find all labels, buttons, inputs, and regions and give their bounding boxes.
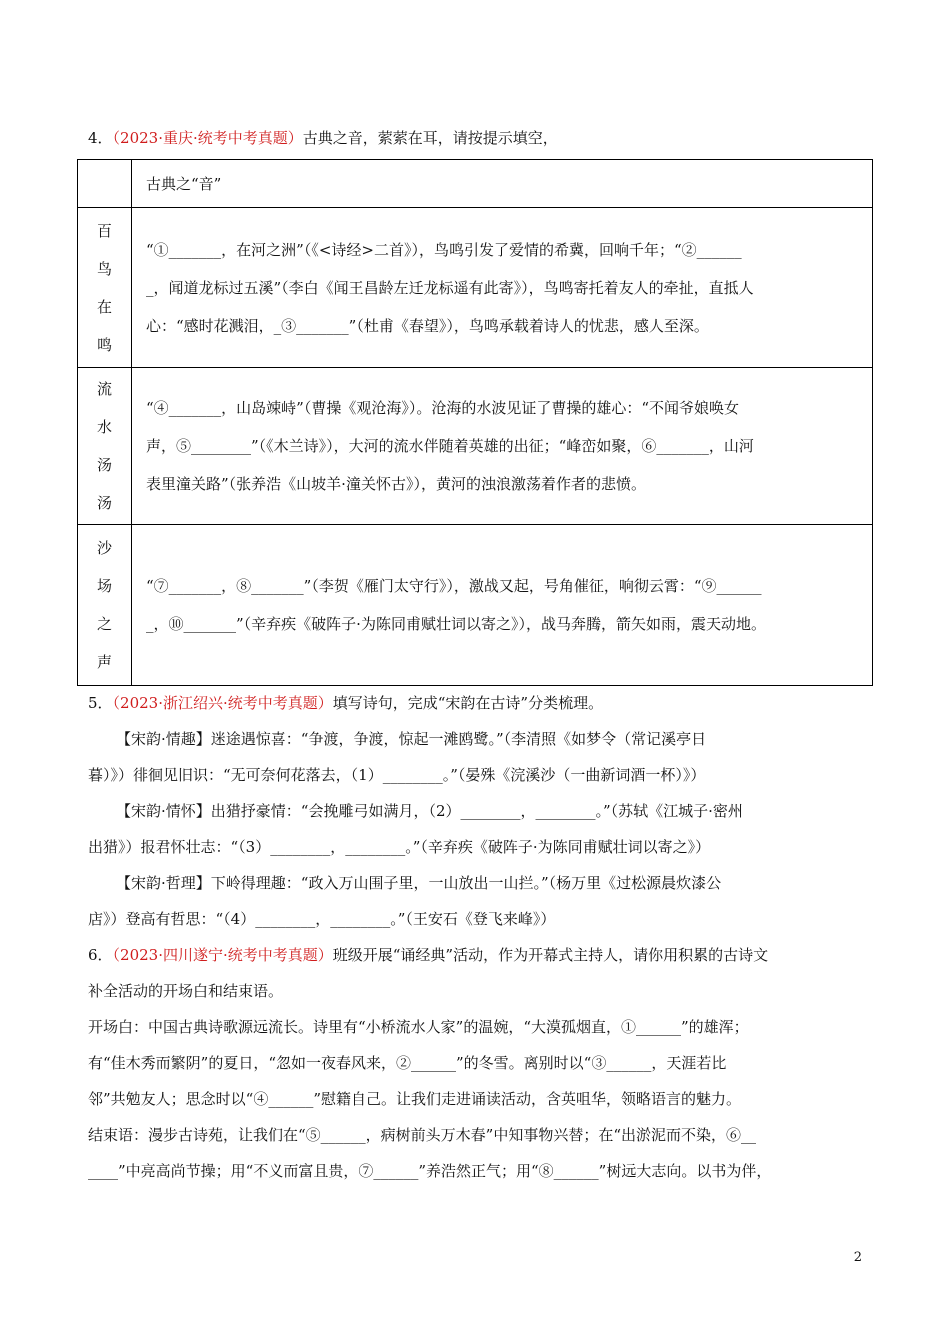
q5-line: 店》）登高有哲思：“（4）________，________。”（王安石《登飞来峰》） <box>88 910 556 928</box>
q4-prompt: 古典之音，萦萦在耳，请按提示填空， <box>302 129 558 147</box>
q6-line: 开场白：中国古典诗歌源远流长。诗里有“小桥流水人家”的温婉，“大漠孤烟直，①______”的雄浑； <box>88 1018 749 1036</box>
q6-heading <box>88 945 768 965</box>
q4-row-birds <box>78 208 873 368</box>
q5-line: 【宋韵·情怀】出猎抒豪情：“会挽雕弓如满月，（2）________，________。”（苏轼《江城子·密州 <box>116 802 743 820</box>
side-char: 场 <box>96 577 112 595</box>
q5-line: 【宋韵·哲理】下岭得理趣：“政入万山围子里，一山放出一山拦。”（杨万里《过松源晨炊漆公 <box>116 874 722 892</box>
q4-row-battle-content <box>132 525 873 686</box>
q4-row-birds-content <box>132 208 873 368</box>
q4-row-battle <box>78 525 873 686</box>
q4-heading <box>88 128 558 148</box>
q4-row-water-line: “④_______，山岛竦峙”（曹操《观沧海》）。沧海的水波见证了曹操的雄心：“不闻爷娘唤女 <box>146 399 740 417</box>
q4-row-birds-line: “①_______，在河之洲”（《<诗经>二首》），鸟鸣引发了爱情的希冀，回响千年；“②______ <box>146 240 742 259</box>
q4-row-water-content <box>132 368 873 525</box>
side-char: 在 <box>96 297 112 316</box>
q6-line: ____”中亮高尚节操；用“不义而富且贵，⑦______”养浩然正气；用“⑧______”树远大志向。以书为伴， <box>88 1162 772 1180</box>
q4-row-birds-line: _，闻道龙标过五溪”（李白《闻王昌龄左迁龙标遥有此寄》），鸟鸣寄托着友人的牵扯，直抵人 <box>146 278 754 297</box>
q5-line: 暮）》）徘徊见旧识：“无可奈何花落去，（1）________。”（晏殊《浣溪沙（一曲新词酒一杯）》） <box>88 766 706 784</box>
side-char: 水 <box>96 418 112 436</box>
side-char: 百 <box>96 221 112 240</box>
q4-row-battle-line: “⑦_______，⑧_______”（李贺《雁门太守行》），激战又起，号角催征，响彻云霄：“⑨______ <box>146 577 762 595</box>
side-char: 沙 <box>96 539 112 557</box>
q4-source: （2023·重庆·统考中考真题） <box>112 129 303 147</box>
q5-line: 【宋韵·情趣】迷途遇惊喜：“争渡，争渡，惊起一滩鸥鹭。”（李清照《如梦令（常记溪亭日 <box>116 730 707 748</box>
q4-row-battle-label <box>78 525 132 686</box>
q5-prompt: 填写诗句，完成“宋韵在古诗”分类梳理。 <box>332 694 604 712</box>
side-char: 之 <box>96 615 112 633</box>
q4-table <box>77 159 873 686</box>
q6-prompt: 班级开展“诵经典”活动，作为开幕式主持人，请你用积累的古诗文 <box>332 946 769 964</box>
q4-table-header-row <box>78 160 873 208</box>
q6-line: 结束语：漫步古诗苑，让我们在“⑤______，病树前头万木春”中知事物兴替；在“出淤泥而不染，⑥__ <box>88 1126 757 1144</box>
q4-table-header: 古典之“音” <box>132 160 873 208</box>
q6-line: 邻”共勉友人；思念时以“④______”慰籍自己。让我们走进诵读活动，含英咀华，领略语言的魅力。 <box>88 1090 742 1108</box>
q5-source: （2023·浙江绍兴·统考中考真题） <box>112 694 333 712</box>
q4-number: 4． <box>88 129 113 147</box>
q4-row-water-line: 声，⑤________”（《木兰诗》），大河的流水伴随着英雄的出征；“峰峦如聚，⑥_______，山河 <box>146 437 754 455</box>
side-char: 鸣 <box>96 335 112 354</box>
q4-row-water <box>78 368 873 525</box>
q5-line: 出猎》）报君怀壮志：“（3）________，________。”（辛弃疾《破阵子·为陈同甫赋壮词以寄之》） <box>88 838 711 856</box>
q5-heading <box>88 693 603 713</box>
side-char: 鸟 <box>96 259 112 278</box>
q4-row-water-label <box>78 368 132 525</box>
q5-number: 5． <box>88 694 113 712</box>
side-char: 声 <box>96 653 112 671</box>
q4-row-battle-line: _，⑩_______”（辛弃疾《破阵子·为陈同甫赋壮词以寄之》），战马奔腾，箭矢如雨，震天动地。 <box>146 615 766 633</box>
q6-number: 6． <box>88 946 113 964</box>
q4-row-birds-label <box>78 208 132 368</box>
q6-line: 补全活动的开场白和结束语。 <box>88 982 284 1000</box>
side-char: 汤 <box>96 456 112 474</box>
side-char: 汤 <box>96 494 112 512</box>
side-char: 流 <box>96 380 112 398</box>
q4-row-water-line: 表里潼关路”（张养浩《山坡羊·潼关怀古》），黄河的浊浪激荡着作者的悲愤。 <box>146 475 646 493</box>
page-number: 2 <box>853 1250 862 1265</box>
q4-row-birds-line: 心：“感时花溅泪，_③_______”（杜甫《春望》），鸟鸣承载着诗人的忧悲，感人至深。 <box>146 316 709 335</box>
q4-table-corner-cell <box>78 160 132 208</box>
q6-line: 有“佳木秀而繁阴”的夏日，“忽如一夜春风来，②______”的冬雪。离别时以“③______，天涯若比 <box>88 1054 727 1072</box>
q6-source: （2023·四川遂宁·统考中考真题） <box>112 946 333 964</box>
